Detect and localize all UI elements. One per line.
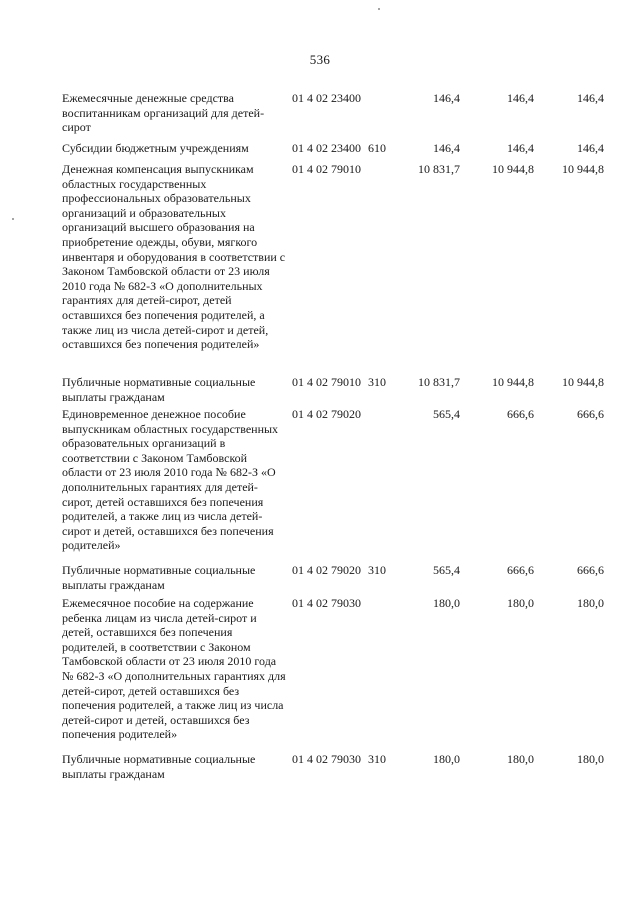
value-year-3: 146,4 xyxy=(577,141,604,155)
value-year-2: 146,4 xyxy=(507,91,534,105)
value-year-3: 666,6 xyxy=(577,563,604,577)
value-year-1: 565,4 xyxy=(433,563,460,577)
value-year-2: 180,0 xyxy=(507,596,534,610)
target-article-code: 01 4 02 23400 xyxy=(292,141,361,155)
row-description: Публичные нормативные социальные выплаты гражданам xyxy=(62,375,256,404)
value-year-1: 146,4 xyxy=(433,91,460,105)
row-description: Субсидии бюджетным учреждениям xyxy=(62,141,249,155)
value-year-1: 10 831,7 xyxy=(418,162,460,176)
value-year-3: 10 944,8 xyxy=(562,162,604,176)
row-code xyxy=(292,162,368,177)
target-article-code: 01 4 02 79010 xyxy=(292,375,361,389)
value-year-3: 180,0 xyxy=(577,596,604,610)
target-article-code: 01 4 02 79010 xyxy=(292,162,361,176)
expense-type-code: 310 xyxy=(368,375,386,389)
value-year-1: 565,4 xyxy=(433,407,460,421)
row-description: Ежемесячное пособие на содержание ребенка лицам из числа детей-сирот и детей, оставшихся без попечения родителей, в соответствии с Законом Тамбовской области от 23 июля 2010 года № 682-З «О дополнительных гарантиях для детей-сирот, детей оставшихся без попечения родителей, а также лиц из числа детей-сирот и детей, оставшихся без попечения родителей» xyxy=(62,596,286,742)
row-code xyxy=(292,563,386,578)
row-code xyxy=(292,141,386,156)
value-year-2: 10 944,8 xyxy=(492,162,534,176)
value-year-3: 10 944,8 xyxy=(562,375,604,389)
target-article-code: 01 4 02 79030 xyxy=(292,596,361,610)
value-year-2: 180,0 xyxy=(507,752,534,766)
row-description: Ежемесячные денежные средства воспитанникам организаций для детей-сирот xyxy=(62,91,265,135)
value-year-1: 10 831,7 xyxy=(418,375,460,389)
row-code xyxy=(292,375,386,390)
target-article-code: 01 4 02 79020 xyxy=(292,407,361,421)
row-description: Единовременное денежное пособие выпускникам областных государственных образовательных организаций в соответствии с Законом Тамбовской области от 23 июля 2010 года № 682-З «О дополнительных гарантиях для детей-сирот, детей оставшихся без попечения родителей, а также лиц из числа детей-сирот и детей, оставшихся без попечения родителей» xyxy=(62,407,279,553)
value-year-2: 146,4 xyxy=(507,141,534,155)
row-description: Публичные нормативные социальные выплаты гражданам xyxy=(62,563,256,592)
page-number: 536 xyxy=(309,52,331,67)
value-year-1: 180,0 xyxy=(433,752,460,766)
target-article-code: 01 4 02 79020 xyxy=(292,563,361,577)
row-code xyxy=(292,407,368,422)
target-article-code: 01 4 02 23400 xyxy=(292,91,361,105)
target-article-code: 01 4 02 79030 xyxy=(292,752,361,766)
expense-type-code: 610 xyxy=(368,141,386,155)
value-year-2: 666,6 xyxy=(507,407,534,421)
expense-type-code: 310 xyxy=(368,752,386,766)
row-code xyxy=(292,596,368,611)
value-year-3: 146,4 xyxy=(577,91,604,105)
row-code xyxy=(292,752,386,767)
scan-speck xyxy=(12,218,14,220)
value-year-1: 146,4 xyxy=(433,141,460,155)
row-description: Денежная компенсация выпускникам областных государственных профессиональных образовательных организаций и образовательных организаций высшего образования на приобретение одежды, обуви, мягкого инвентаря и оборудования в соответствии с Законом Тамбовской области от 23 июля 2010 года № 682-З «О дополнительных гарантиях для детей-сирот, детей оставшихся без попечения родителей, а также лиц из числа детей-сирот и детей, оставшихся без попечения родителей» xyxy=(62,162,286,352)
row-code xyxy=(292,91,368,106)
value-year-3: 666,6 xyxy=(577,407,604,421)
row-description: Публичные нормативные социальные выплаты гражданам xyxy=(62,752,256,781)
expense-type-code: 310 xyxy=(368,563,386,577)
value-year-2: 10 944,8 xyxy=(492,375,534,389)
value-year-3: 180,0 xyxy=(577,752,604,766)
scan-speck xyxy=(378,8,380,10)
value-year-1: 180,0 xyxy=(433,596,460,610)
value-year-2: 666,6 xyxy=(507,563,534,577)
